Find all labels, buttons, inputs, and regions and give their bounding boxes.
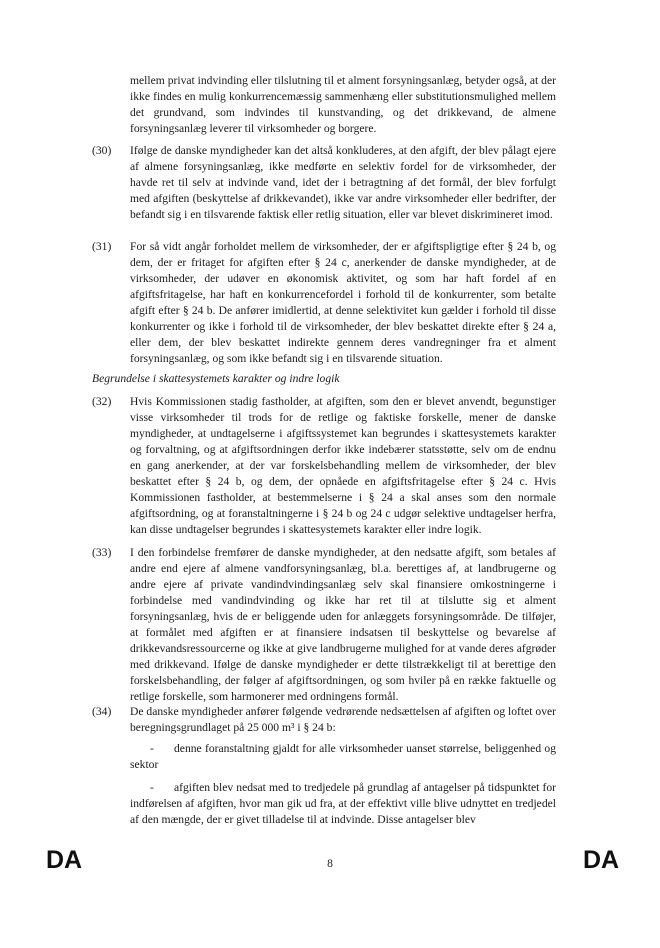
paragraph-30: Ifølge de danske myndigheder kan det altså konkluderes, at den afgift, der blev pålagt ejere af almene forsyningsanlæg, ikke medførte en selektiv fordel for de virksomheder, der havde ret til selv at indvinde vand, idet der i betragtning af det formål, der blev forfulgt med afgiften (beskyttelse af drikkevandet), ikke var andre virksomheder eller bedrifter, der befandt sig i en tilsvarende faktisk eller retlig situation, eller var blevet diskrimineret imod.: [130, 144, 556, 221]
paragraph-33: I den forbindelse fremfører de danske myndigheder, at den nedsatte afgift, som betales af andre end ejere af almene vandforsyningsanlæg, bl.a. berettiges af, at landbrugerne og andre ejere af private vandindvindingsanlæg selv skal finansiere omkostningerne i forbindelse med vandindvinding og ikke har ret til at tilslutte sig et alment forsyningsanlæg, hvis de er beliggende uden for anlæggets forsyningsområde. De tilføjer, at formålet med afgiften er at finansiere indsatsen til beskyttelse og bevarelse af drikkevandsressourcerne og ikke at give landbrugerne mulighed for at vande deres afgrøder med drikkevand. Ifølge de danske myndigheder er dette tilstrækkeligt til at berettige den forskelsbehandling, der følger af afgiftsordningen, og som hviler på en række faktuelle og retlige forskelle, som harmonerer med ordningens formål.: [130, 546, 556, 703]
page-number: 8: [327, 857, 333, 870]
paragraph-number-33: (33): [92, 546, 112, 559]
paragraph-31: For så vidt angår forholdet mellem de virksomheder, der er afgiftspligtige efter § 24 b, og dem, der er fritaget for afgiften efter § 24 c, anerkender de danske myndigheder, at de virksomheder, der udøver en økonomisk aktivitet, og som har haft fordel af en afgiftsfritagelse, har haft en konkurrencefordel i forhold til de konkurrenter, som betalte afgift efter § 24 b. De anfører imidlertid, at denne selektivitet kun gælder i forhold til disse konkurrenter og ikke i forhold til de virksomheder, der blev beskattet direkte efter § 24 a, eller dem, der blev beskattet indirekte gennem deres vandregninger fra et alment forsyningsanlæg, og som ikke befandt sig i en tilsvarende situation.: [130, 240, 556, 365]
section-heading: Begrundelse i skattesystemets karakter og indre logik: [92, 372, 340, 385]
bullet-dash: -: [150, 781, 154, 794]
paragraph-continuation: mellem privat indvinding eller tilslutning til et alment forsyningsanlæg, betyder også, at der ikke findes en mulig konkurrencemæssig sammenhæng eller substitutionsmulighed mellem det grundvand, som indvindes til kunstvanding, og det drikkevand, de almene forsyningsanlæg leverer til virksomheder og borgere.: [130, 74, 556, 135]
bullet-item-1: denne foranstaltning gjaldt for alle virksomheder uanset størrelse, beliggenhed og sektor: [130, 742, 556, 771]
paragraph-34: De danske myndigheder anfører følgende vedrørende nedsættelsen af afgiften og loftet over beregningsgrundlaget på 25 000 m³ i § 24 b:: [130, 705, 556, 734]
paragraph-number-31: (31): [92, 240, 112, 253]
bullet-item-2: afgiften blev nedsat med to tredjedele på grundlag af antagelser på tidspunktet for indførelsen af afgiften, hvor man gik ud fra, at der effektivt ville blive udnyttet en tredjedel af den mængde, der er givet tilladelse til at indvinde. Disse antagelser blev: [130, 781, 556, 826]
language-code-left: DA: [46, 846, 83, 874]
language-code-right: DA: [583, 846, 620, 874]
paragraph-32: Hvis Kommissionen stadig fastholder, at afgiften, som den er blevet anvendt, begunstiger visse virksomheder til trods for de retlige og faktiske forskelle, mener de danske myndigheder, at undtagelserne i afgiftssystemet kan begrundes i skattesystemets karakter og forvaltning, og at afgiftsordningen derfor ikke indebærer statsstøtte, selv om de endnu en gang anerkender, at der var forskelsbehandling mellem de virksomheder, der blev beskattet efter § 24 b, og dem, der opnåede en afgiftsfritagelse efter § 24 c. Hvis Kommissionen fastholder, at bestemmelserne i § 24 a skal anses som den normale afgiftsordning, og at foranstaltningerne i § 24 b og 24 c udgør selektive undtagelser herfra, kan disse undtagelser begrundes i skattesystemets karakter eller indre logik.: [130, 395, 556, 536]
paragraph-number-34: (34): [92, 705, 112, 718]
paragraph-number-32: (32): [92, 395, 112, 408]
paragraph-number-30: (30): [92, 144, 112, 157]
bullet-dash: -: [150, 742, 154, 755]
